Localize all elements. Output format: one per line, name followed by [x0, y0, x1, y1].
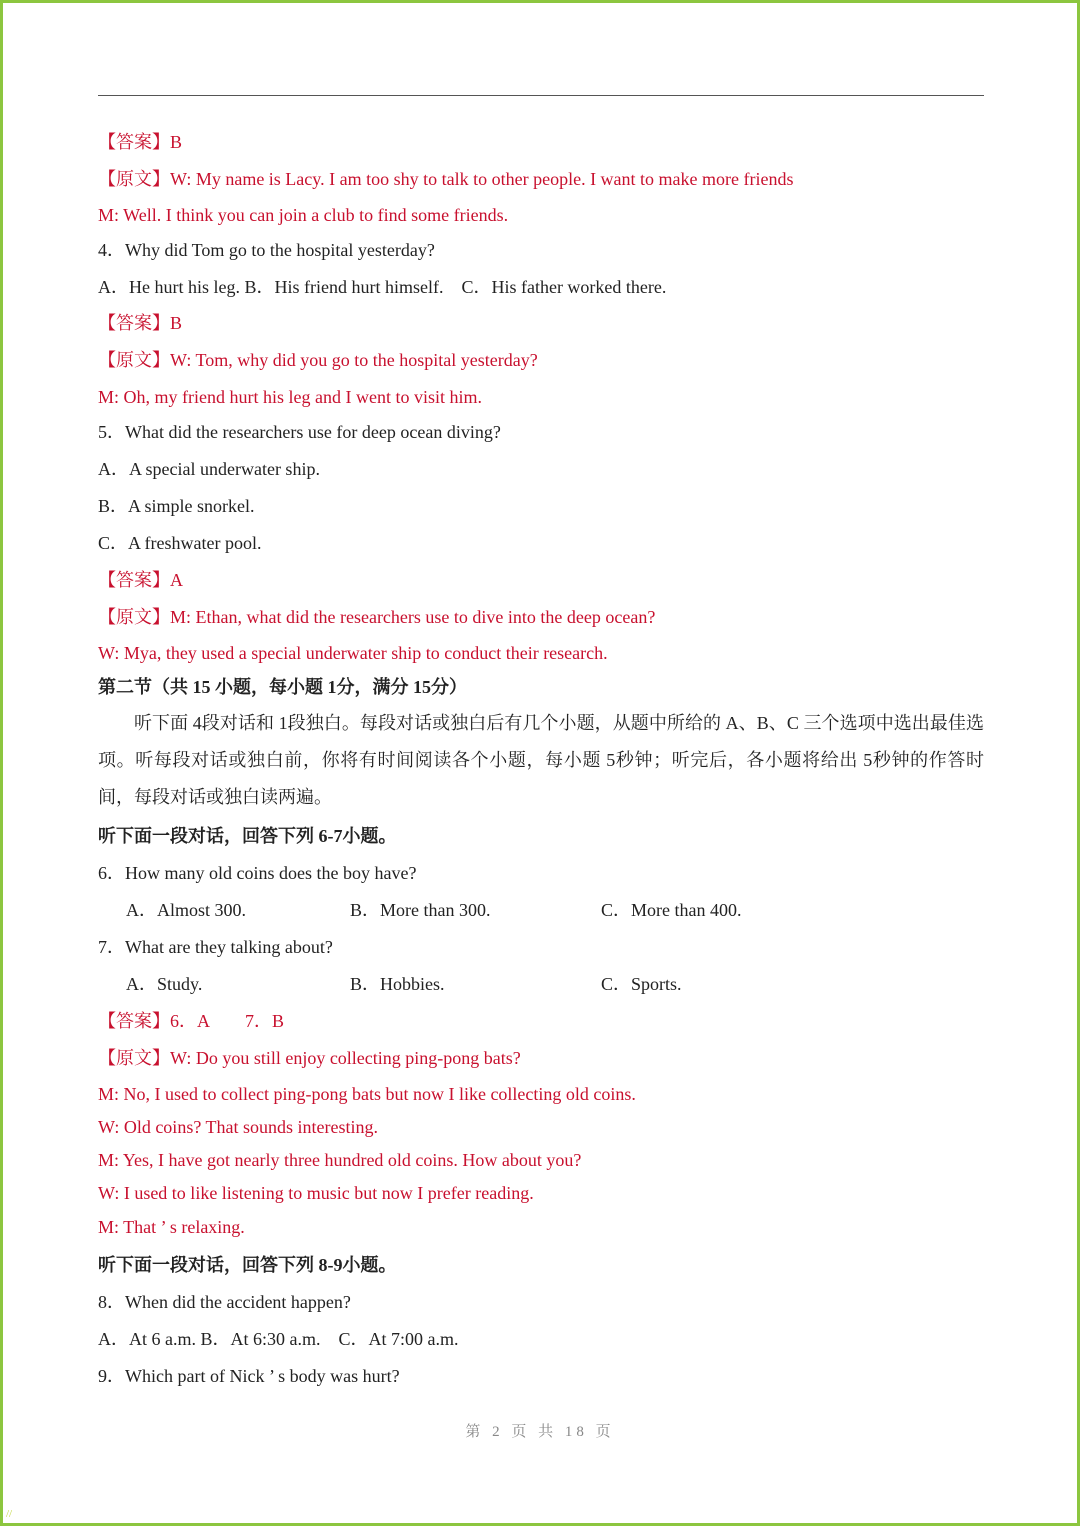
transcript-6-7-line2: M: No, I used to collect ping-pong bats but now I like collecting old coins. — [98, 1084, 636, 1104]
section-2-instructions: 听下面 4段对话和 1段独白。每段对话或独白后有几个小题，从题中所给的 A、B、C 三个选项中选出最佳选项。听每段对话或独白前，你将有时间阅读各个小题，每小题 5秒钟；听完后，各小题将给出 5秒钟的作答时间，每段对话或独白读两遍。 — [98, 713, 984, 807]
transcript-6-7-line6: M: That ’ s relaxing. — [98, 1217, 245, 1237]
question-6-option-c: C．More than 400. — [601, 900, 742, 920]
transcript-3-line2: M: Well. I think you can join a club to find some friends. — [98, 205, 509, 225]
corner-mark-icon: // — [6, 1508, 13, 1520]
dialog-6-7-heading: 听下面一段对话，回答下列 6-7小题。 — [98, 826, 397, 846]
answer-4: 【答案】B — [98, 313, 183, 333]
transcript-4-line1: 【原文】W: Tom, why did you go to the hospital yesterday? — [98, 350, 538, 370]
question-9: 9．Which part of Nick ’ s body was hurt? — [98, 1366, 400, 1386]
answer-3: 【答案】B — [98, 132, 183, 152]
transcript-6-7-line5: W: I used to like listening to music but now I prefer reading. — [98, 1183, 534, 1203]
question-7-option-b: B．Hobbies. — [350, 974, 445, 994]
transcript-6-7-line3: W: Old coins? That sounds interesting. — [98, 1117, 378, 1137]
question-6-options — [0, 898, 1080, 922]
question-5-option-a: A．A special underwater ship. — [98, 459, 320, 479]
question-6-option-a: A．Almost 300. — [126, 900, 247, 920]
transcript-5-line1: 【原文】M: Ethan, what did the researchers use to dive into the deep ocean? — [98, 607, 656, 627]
question-6: 6．How many old coins does the boy have? — [98, 863, 417, 883]
question-4-options: A．He hurt his leg. B．His friend hurt himself. C．His father worked there. — [98, 277, 667, 297]
page-number-footer: 第 2 页 共 18 页 — [465, 1424, 615, 1440]
transcript-4-line2: M: Oh, my friend hurt his leg and I went to visit him. — [98, 387, 482, 407]
answer-5: 【答案】A — [98, 570, 183, 590]
transcript-6-7-line4: M: Yes, I have got nearly three hundred old coins. How about you? — [98, 1150, 582, 1170]
question-8: 8．When did the accident happen? — [98, 1292, 351, 1312]
transcript-6-7-line1: 【原文】W: Do you still enjoy collecting ping-pong bats? — [98, 1048, 521, 1068]
section-2-heading: 第二节（共 15 小题，每小题 1分，满分 15分） — [98, 677, 467, 697]
header-rule — [98, 95, 984, 96]
answer-6-7: 【答案】6．A 7．B — [98, 1011, 285, 1031]
question-7-options — [0, 972, 1080, 996]
question-7-option-a: A．Study. — [126, 974, 203, 994]
dialog-8-9-heading: 听下面一段对话，回答下列 8-9小题。 — [98, 1255, 397, 1275]
transcript-5-line2: W: Mya, they used a special underwater ship to conduct their research. — [98, 643, 608, 663]
question-4: 4．Why did Tom go to the hospital yesterday? — [98, 240, 435, 260]
question-7: 7．What are they talking about? — [98, 937, 333, 957]
question-5-option-c: C．A freshwater pool. — [98, 533, 262, 553]
question-5-option-b: B．A simple snorkel. — [98, 496, 255, 516]
question-7-option-c: C．Sports. — [601, 974, 682, 994]
transcript-3-line1: 【原文】W: My name is Lacy. I am too shy to talk to other people. I want to make more friends — [98, 169, 794, 189]
question-6-option-b: B．More than 300. — [350, 900, 491, 920]
question-8-options: A．At 6 a.m. B．At 6:30 a.m. C．At 7:00 a.m. — [98, 1329, 459, 1349]
question-5: 5．What did the researchers use for deep ocean diving? — [98, 422, 501, 442]
